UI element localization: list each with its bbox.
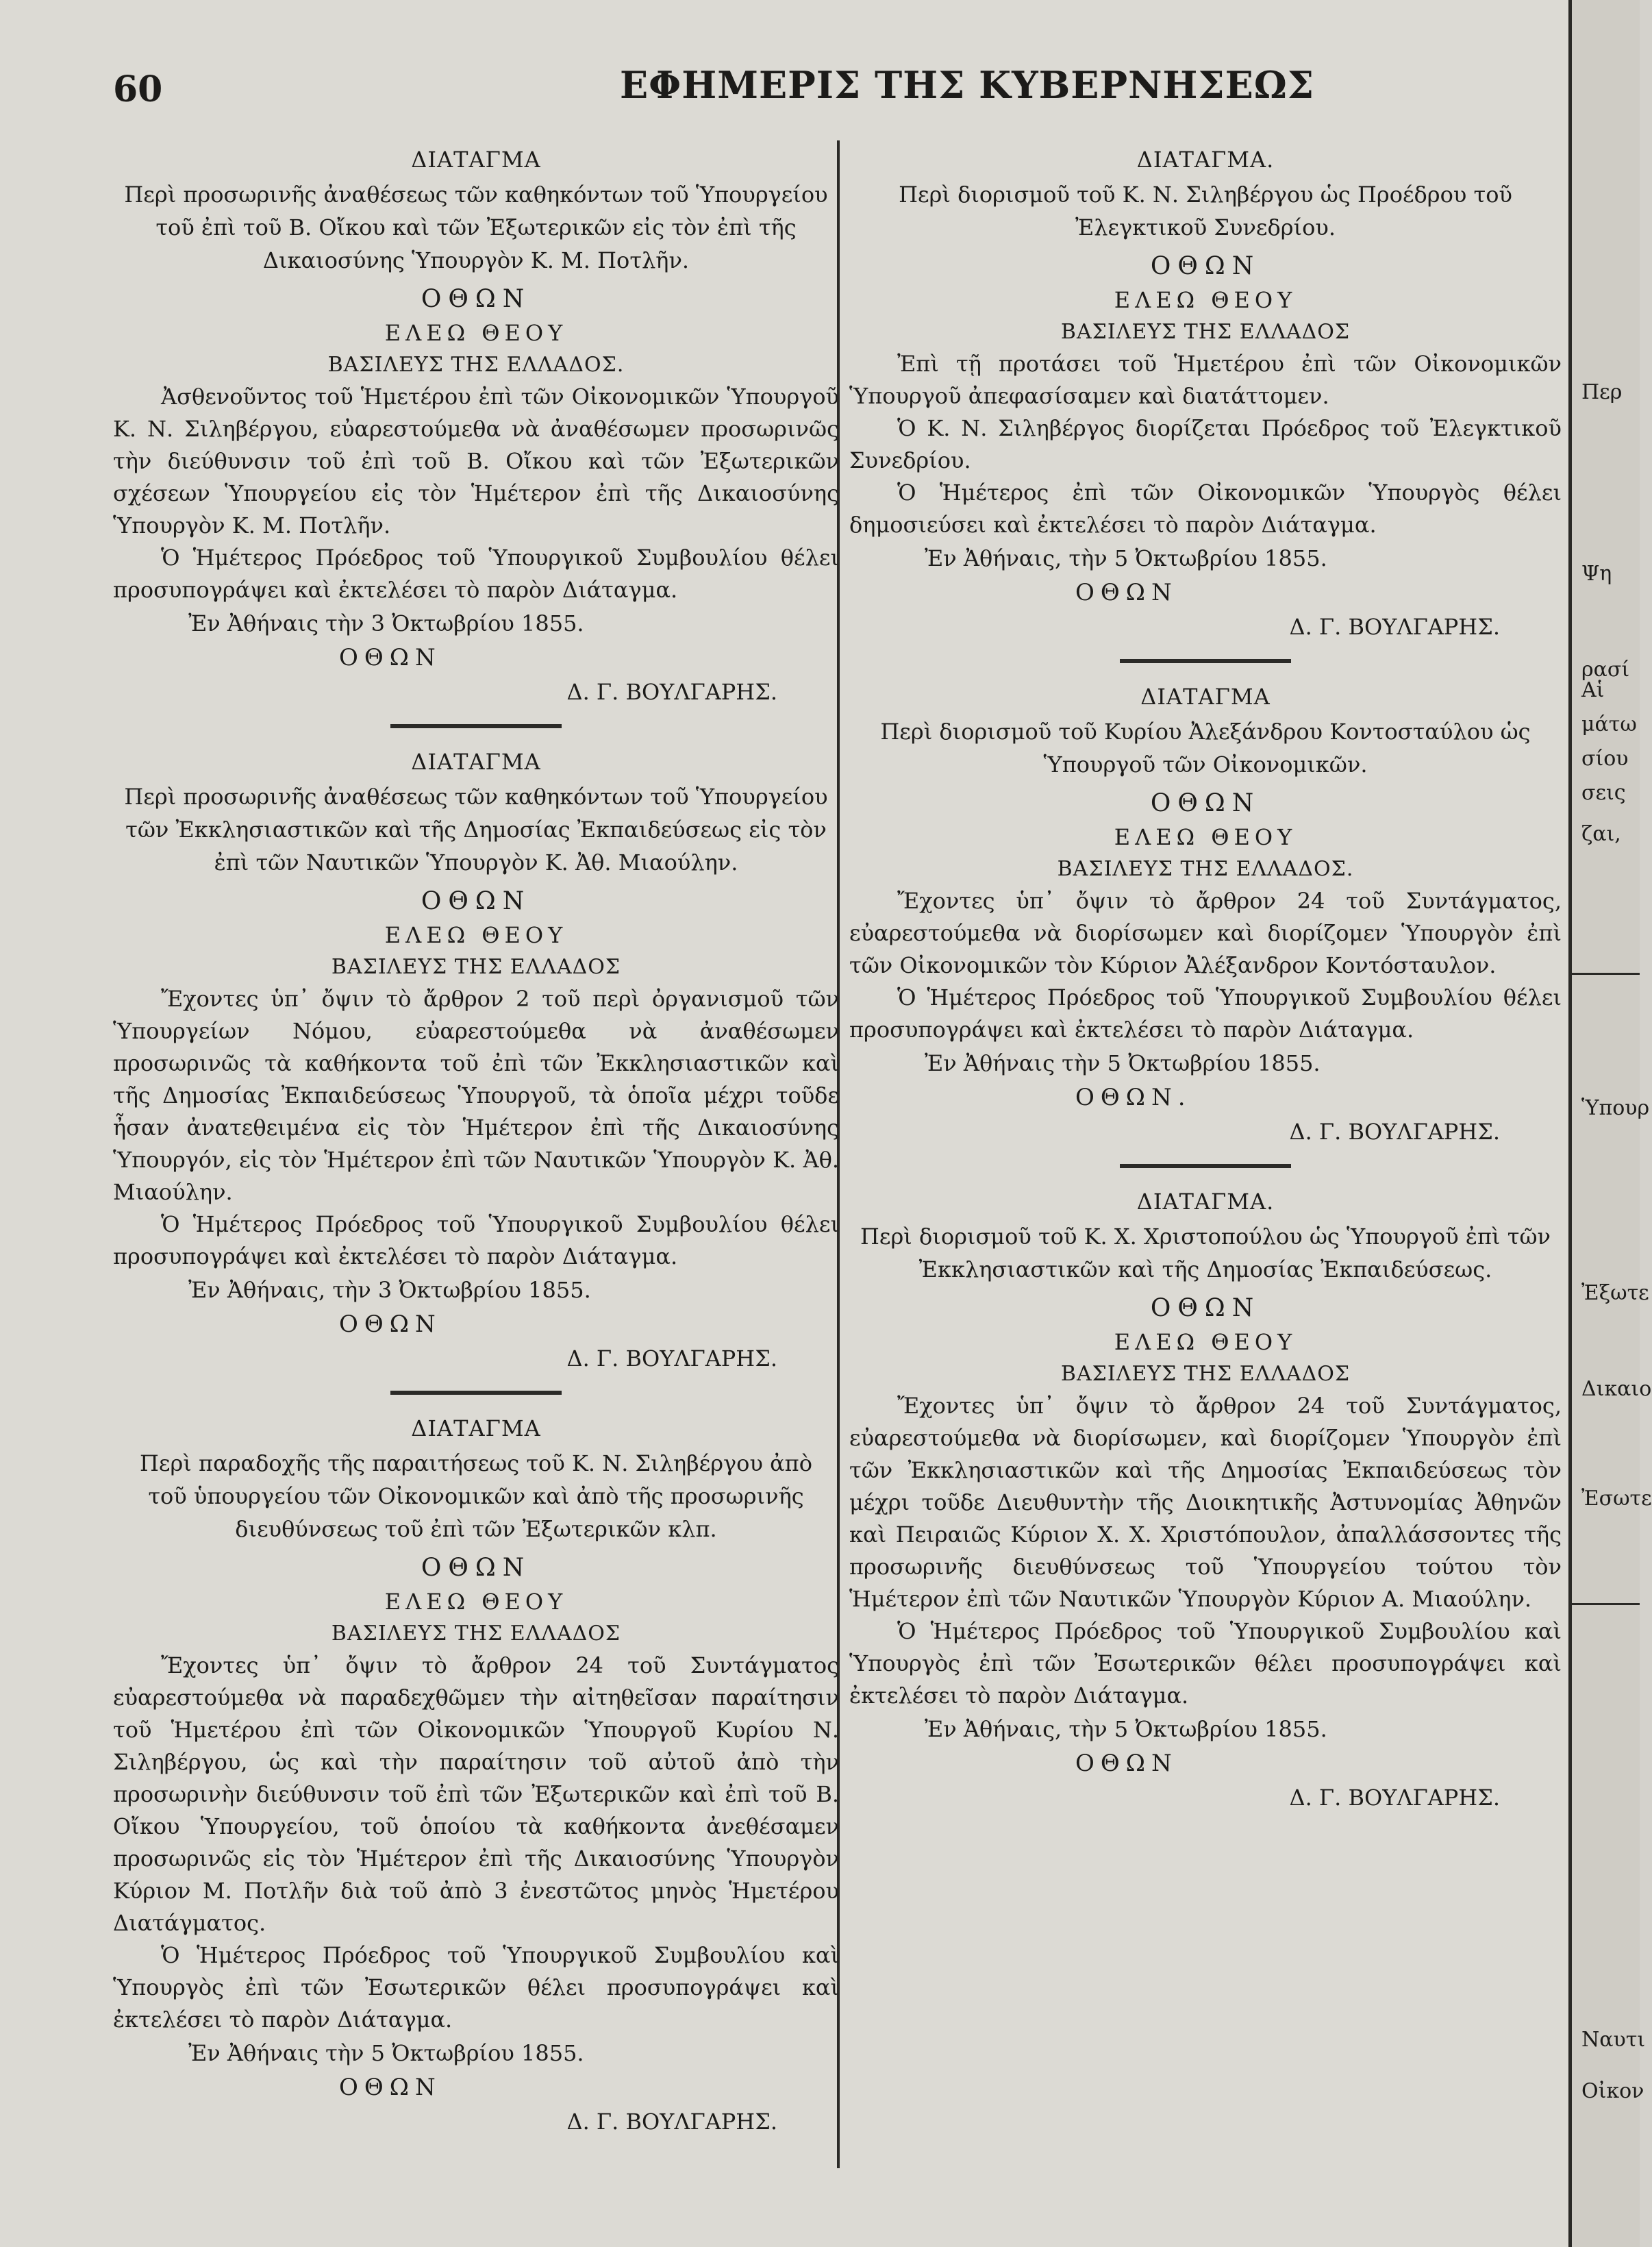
king-of-greece: ΒΑΣΙΛΕΥΣ ΤΗΣ ΕΛΛΑΔΟΣ bbox=[331, 955, 621, 979]
decree-heading: ΔΙΑΤΑΓΜΑ bbox=[411, 1415, 541, 1441]
margin-fragment: σεις bbox=[1581, 781, 1626, 805]
decree-subject: Περὶ παραδοχῆς τῆς παραιτήσεως τοῦ Κ. Ν. Σιληβέργου ἀπὸ τοῦ ὑπουργείου τῶν Οἰκονομικῶν καὶ ἀπὸ τῆς προσωρινῆς διευθύνσεως τοῦ ἐπὶ τῶν Ἐξωτερικῶν κλπ. bbox=[140, 1450, 812, 1542]
decree-paragraph: Ἐπὶ τῇ προτάσει τοῦ Ἡμετέρου ἐπὶ τῶν Οἰκονομικῶν Ὑπουργοῦ ἀπεφασίσαμεν καὶ διατάττομεν. bbox=[849, 351, 1562, 409]
margin-fragment: ζαι, bbox=[1581, 822, 1621, 846]
decree-paragraph: Ἀσθενοῦντος τοῦ Ἡμετέρου ἐπὶ τῶν Οἰκονομικῶν Ὑπουργοῦ Κ. Ν. Σιληβέργου, εὐαρεστούμεθα νὰ ἀναθέσωμεν προσωρινῶς τὴν διεύθυνσιν τοῦ ἐπὶ τοῦ Β. Οἴκου καὶ τῶν Ἐξωτερικῶν σχέσεων Ὑπουργείου εἰς τὸν Ἡμέτερον ἐπὶ τῆς Δικαιοσύνης Ὑπουργὸν Κ. Μ. Ποτλῆν. bbox=[113, 384, 839, 538]
grace-of-god: ΕΛΕΩ ΘΕΟΥ bbox=[384, 320, 568, 346]
decree-heading: ΔΙΑΤΑΓΜΑ bbox=[411, 147, 541, 173]
newspaper-title: ΕΦΗΜΕΡΙΣ ΤΗΣ ΚΥΒΕΡΝΗΣΕΩΣ bbox=[620, 63, 1315, 107]
decree bbox=[113, 749, 839, 1376]
margin-fragment: Οἰκον bbox=[1581, 2079, 1644, 2103]
decree bbox=[849, 1189, 1562, 1815]
decree-paragraph: Ὁ Ἡμέτερος Πρόεδρος τοῦ Ὑπουργικοῦ Συμβουλίου θέλει προσυπογράψει καὶ ἐκτελέσει τὸ παρὸν Διάταγμα. bbox=[849, 984, 1562, 1043]
decree-body bbox=[113, 381, 839, 606]
decree-body bbox=[849, 348, 1562, 541]
decree-paragraph: Ὁ Ἡμέτερος ἐπὶ τῶν Οἰκονομικῶν Ὑπουργὸς θέλει δημοσιεύσει καὶ ἐκτελέσει τὸ παρὸν Διάταγμα. bbox=[849, 480, 1562, 538]
margin-fragment: Ναυτι bbox=[1581, 2028, 1646, 2052]
margin-rule bbox=[1572, 973, 1640, 975]
minister-signature: Δ. Γ. ΒΟΥΛΓΑΡΗΣ. bbox=[1289, 1119, 1500, 1145]
right-column bbox=[849, 137, 1562, 2226]
decree-date: Ἐν Ἀθήναις τὴν 5 Ὀκτωβρίου 1855. bbox=[925, 1050, 1321, 1076]
grace-of-god: ΕΛΕΩ ΘΕΟΥ bbox=[1114, 824, 1297, 850]
decree-body bbox=[849, 885, 1562, 1046]
decree-paragraph: Ὁ Κ. Ν. Σιληβέργος διορίζεται Πρόεδρος τοῦ Ἐλεγκτικοῦ Συνεδρίου. bbox=[849, 415, 1562, 473]
decree-heading: ΔΙΑΤΑΓΜΑ. bbox=[1136, 1189, 1275, 1215]
decree-subject: Περὶ προσωρινῆς ἀναθέσεως τῶν καθηκόντων τοῦ Ὑπουργείου τοῦ ἐπὶ τοῦ Β. Οἴκου καὶ τῶν Ἐξωτερικῶν εἰς τὸν ἐπὶ τῆς Δικαιοσύνης Ὑπουργὸν Κ. Μ. Ποτλῆν. bbox=[124, 182, 828, 273]
minister-signature: Δ. Γ. ΒΟΥΛΓΑΡΗΣ. bbox=[1289, 614, 1500, 640]
margin-rule bbox=[1572, 1603, 1640, 1605]
decree-paragraph: Ἔχοντες ὑπ᾽ ὄψιν τὸ ἄρθρον 24 τοῦ Συντάγματος, εὐαρεστούμεθα νὰ διορίσωμεν, καὶ διορίζομεν Ὑπουργὸν ἐπὶ τῶν Ἐκκλησιαστικῶν καὶ τῆς Δημοσίας Ἐκπαιδεύσεως τὸν μέχρι τοῦδε Διευθυντὴν τῆς Διοικητικῆς Ἀστυνομίας Ἀθηνῶν καὶ Πειραιῶς Κύριον Χ. Χ. Χριστόπουλον, ἀπαλλάσσοντες τῆς προσωρινῆς διευθύνσεως τοῦ Ὑπουργείου τούτου τὸν Ἡμέτερον ἐπὶ τῶν Ναυτικῶν Ὑπουργὸν Κύριον Α. Μιαούλην. bbox=[849, 1393, 1562, 1612]
margin-fragment: Περ bbox=[1581, 380, 1623, 404]
minister-signature: Δ. Γ. ΒΟΥΛΓΑΡΗΣ. bbox=[566, 2109, 777, 2135]
king-name: ΟΘΩΝ bbox=[421, 285, 531, 313]
king-name: ΟΘΩΝ bbox=[1150, 789, 1261, 817]
page-number: 60 bbox=[113, 69, 163, 110]
decree-subject: Περὶ διορισμοῦ τοῦ Κ. Χ. Χριστοπούλου ὡς Ὑπουργοῦ ἐπὶ τῶν Ἐκκλησιαστικῶν καὶ τῆς Δημοσίας Ἐκπαιδεύσεως. bbox=[860, 1224, 1551, 1282]
decree-date: Ἐν Ἀθήναις, τὴν 5 Ὀκτωβρίου 1855. bbox=[925, 545, 1327, 571]
decree-subject: Περὶ διορισμοῦ τοῦ Κυρίου Ἀλεξάνδρου Κοντοσταύλου ὡς Ὑπουργοῦ τῶν Οἰκονομικῶν. bbox=[880, 719, 1531, 778]
margin-fragment: Αἱ bbox=[1581, 678, 1605, 702]
decree-paragraph: Ὁ Ἡμέτερος Πρόεδρος τοῦ Ὑπουργικοῦ Συμβουλίου καὶ Ὑπουργὸς ἐπὶ τῶν Ἐσωτερικῶν θέλει προσυπογράψει καὶ ἐκτελέσει τὸ παρὸν Διάταγμα. bbox=[849, 1618, 1562, 1709]
decree-heading: ΔΙΑΤΑΓΜΑ. bbox=[1136, 147, 1275, 173]
king-signature: ΟΘΩΝ bbox=[339, 2074, 442, 2101]
king-name: ΟΘΩΝ bbox=[421, 887, 531, 915]
decree-separator bbox=[1120, 1164, 1291, 1168]
decree bbox=[113, 147, 839, 709]
decree-body bbox=[849, 1390, 1562, 1712]
decree-date: Ἐν Ἀθήναις τὴν 3 Ὀκτωβρίου 1855. bbox=[188, 610, 584, 636]
decree-separator bbox=[390, 1391, 562, 1395]
decree-heading: ΔΙΑΤΑΓΜΑ bbox=[1140, 684, 1271, 710]
king-signature: ΟΘΩΝ. bbox=[1075, 1084, 1192, 1111]
decree-date: Ἐν Ἀθήναις, τὴν 3 Ὀκτωβρίου 1855. bbox=[188, 1277, 591, 1303]
decree-paragraph: Ὁ Ἡμέτερος Πρόεδρος τοῦ Ὑπουργικοῦ Συμβουλίου θέλει προσυπογράψει καὶ ἐκτελέσει τὸ παρὸν Διάταγμα. bbox=[113, 1211, 839, 1269]
king-signature: ΟΘΩΝ bbox=[339, 1311, 442, 1338]
king-of-greece: ΒΑΣΙΛΕΥΣ ΤΗΣ ΕΛΛΑΔΟΣ bbox=[331, 1622, 621, 1646]
decree-paragraph: Ἔχοντες ὑπ᾽ ὄψιν τὸ ἄρθρον 2 τοῦ περὶ ὀργανισμοῦ τῶν Ὑπουργείων Νόμου, εὐαρεστούμεθα νὰ ἀναθέσωμεν προσωρινῶς τὰ καθήκοντα τοῦ ἐπὶ τῶν Ἐκκλησιαστικῶν καὶ τῆς Δημοσίας Ἐκπαιδεύσεως Ὑπουργοῦ, τὰ ὁποῖα μέχρι τοῦδε ἦσαν ἀνατεθειμένα εἰς τὸν Ἡμέτερον ἐπὶ τῆς Δικαιοσύνης Ὑπουργόν, εἰς τὸν Ἡμέτερον ἐπὶ τῶν Ναυτικῶν Ὑπουργὸν Κ. Ἀθ. Μιαούλην. bbox=[113, 986, 839, 1205]
king-signature: ΟΘΩΝ bbox=[1075, 579, 1178, 606]
king-name: ΟΘΩΝ bbox=[421, 1554, 531, 1582]
king-signature: ΟΘΩΝ bbox=[339, 644, 442, 671]
decree-paragraph: Ὁ Ἡμέτερος Πρόεδρος τοῦ Ὑπουργικοῦ Συμβουλίου καὶ Ὑπουργὸς ἐπὶ τῶν Ἐσωτερικῶν θέλει προσυπογράψει καὶ ἐκτελέσει τὸ παρὸν Διάταγμα. bbox=[113, 1942, 839, 2033]
left-column bbox=[113, 137, 839, 2226]
margin-fragment: σίου bbox=[1581, 747, 1629, 771]
decree-body bbox=[113, 1650, 839, 2036]
king-of-greece: ΒΑΣΙΛΕΥΣ ΤΗΣ ΕΛΛΑΔΟΣ bbox=[1060, 1362, 1351, 1386]
king-name: ΟΘΩΝ bbox=[1150, 1294, 1261, 1322]
decree-paragraph: Ἔχοντες ὑπ᾽ ὄψιν τὸ ἄρθρον 24 τοῦ Συντάγματος, εὐαρεστούμεθα νὰ διορίσωμεν καὶ διορίζομεν Ὑπουργὸν ἐπὶ τῶν Οἰκονομικῶν τὸν Κύριον Ἀλέξανδρον Κοντόσταυλον. bbox=[849, 888, 1562, 978]
grace-of-god: ΕΛΕΩ ΘΕΟΥ bbox=[1114, 1329, 1297, 1355]
adjacent-page-edge bbox=[1568, 0, 1652, 2247]
minister-signature: Δ. Γ. ΒΟΥΛΓΑΡΗΣ. bbox=[566, 679, 777, 705]
minister-signature: Δ. Γ. ΒΟΥΛΓΑΡΗΣ. bbox=[566, 1345, 777, 1371]
decree-separator bbox=[390, 724, 562, 728]
decree bbox=[849, 147, 1562, 644]
margin-fragment: Δικαιο bbox=[1581, 1377, 1652, 1401]
minister-signature: Δ. Γ. ΒΟΥΛΓΑΡΗΣ. bbox=[1289, 1785, 1500, 1811]
king-of-greece: ΒΑΣΙΛΕΥΣ ΤΗΣ ΕΛΛΑΔΟΣ. bbox=[1057, 857, 1354, 881]
decree-date: Ἐν Ἀθήναις τὴν 5 Ὀκτωβρίου 1855. bbox=[188, 2040, 584, 2066]
decree-subject: Περὶ διορισμοῦ τοῦ Κ. Ν. Σιληβέργου ὡς Προέδρου τοῦ Ἐλεγκτικοῦ Συνεδρίου. bbox=[899, 182, 1512, 240]
margin-fragment: μάτω bbox=[1581, 712, 1637, 736]
king-of-greece: ΒΑΣΙΛΕΥΣ ΤΗΣ ΕΛΛΑΔΟΣ. bbox=[327, 353, 625, 377]
decree-paragraph: Ὁ Ἡμέτερος Πρόεδρος τοῦ Ὑπουργικοῦ Συμβουλίου θέλει προσυπογράψει καὶ ἐκτελέσει τὸ παρὸν Διάταγμα. bbox=[113, 545, 839, 603]
margin-fragment: ρασί bbox=[1581, 658, 1630, 682]
margin-fragment: Ἐξωτε bbox=[1581, 1281, 1649, 1305]
king-signature: ΟΘΩΝ bbox=[1075, 1750, 1178, 1777]
decree-paragraph: Ἔχοντες ὑπ᾽ ὄψιν τὸ ἄρθρον 24 τοῦ Συντάγματος εὐαρεστούμεθα νὰ παραδεχθῶμεν τὴν αἰτηθεῖσαν παραίτησιν τοῦ Ἡμετέρου ἐπὶ τῶν Οἰκονομικῶν Ὑπουργοῦ Κυρίου Ν. Σιληβέργου, ὡς καὶ τὴν παραίτησιν τοῦ αὐτοῦ ἀπὸ τὴν προσωρινὴν διεύθυνσιν τοῦ ἐπὶ τῶν Ἐξωτερικῶν καὶ ἐπὶ τοῦ Β. Οἴκου Ὑπουργείου, τοῦ ὁποίου τὰ καθήκοντα ἀνεθέσαμεν προσωρινῶς εἰς τὸν Ἡμέτερον ἐπὶ τῆς Δικαιοσύνης Ὑπουργὸν Κύριον Μ. Ποτλῆν διὰ τοῦ ἀπὸ 3 ἐνεστῶτος μηνὸς Ἡμετέρου Διατάγματος. bbox=[113, 1652, 839, 1936]
grace-of-god: ΕΛΕΩ ΘΕΟΥ bbox=[384, 922, 568, 948]
margin-fragment: Ὑπουρ bbox=[1581, 1096, 1650, 1120]
margin-fragment: Ἐσωτε bbox=[1581, 1487, 1652, 1511]
decree-body bbox=[113, 983, 839, 1273]
decree-separator bbox=[1120, 659, 1291, 663]
king-name: ΟΘΩΝ bbox=[1150, 252, 1261, 280]
decree-subject: Περὶ προσωρινῆς ἀναθέσεως τῶν καθηκόντων τοῦ Ὑπουργείου τῶν Ἐκκλησιαστικῶν καὶ τῆς Δημοσίας Ἐκπαιδεύσεως εἰς τὸν ἐπὶ τῶν Ναυτικῶν Ὑπουργὸν Κ. Ἀθ. Μιαούλην. bbox=[124, 784, 828, 876]
king-of-greece: ΒΑΣΙΛΕΥΣ ΤΗΣ ΕΛΛΑΔΟΣ bbox=[1060, 320, 1351, 344]
decree bbox=[849, 684, 1562, 1149]
margin-fragment: Ψη bbox=[1581, 562, 1612, 586]
grace-of-god: ΕΛΕΩ ΘΕΟΥ bbox=[1114, 287, 1297, 313]
decree-heading: ΔΙΑΤΑΓΜΑ bbox=[411, 749, 541, 775]
decree-date: Ἐν Ἀθήναις, τὴν 5 Ὀκτωβρίου 1855. bbox=[925, 1716, 1327, 1742]
decree bbox=[113, 1415, 839, 2139]
grace-of-god: ΕΛΕΩ ΘΕΟΥ bbox=[384, 1589, 568, 1615]
